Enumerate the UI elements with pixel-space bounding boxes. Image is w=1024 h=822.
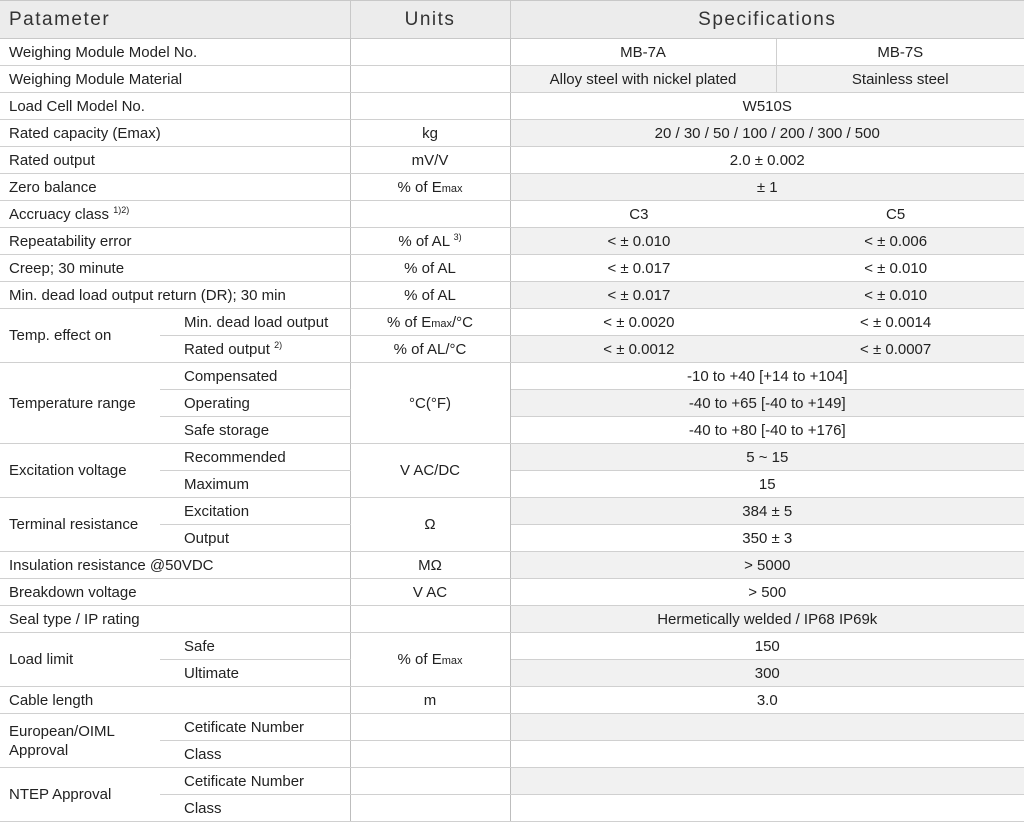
row-unit: MΩ xyxy=(350,552,510,579)
row-label: Seal type / IP rating xyxy=(0,606,350,633)
row-unit: V AC/DC xyxy=(350,444,510,498)
spec-value-a: < ± 0.017 xyxy=(607,259,671,277)
spec-value-a: < ± 0.0012 xyxy=(603,340,675,358)
row-label: Repeatability error xyxy=(0,228,350,255)
spec-value: 2.0 ± 0.002 xyxy=(510,147,1024,174)
header-specifications: Specifications xyxy=(510,1,1024,39)
spec-value: 150 xyxy=(510,633,1024,660)
row-unit: Ω xyxy=(350,498,510,552)
spec-value: > 500 xyxy=(510,579,1024,606)
spec-value-a: MB-7A xyxy=(510,39,776,66)
row-unit: % of AL xyxy=(350,255,510,282)
row-temp-effect-1 xyxy=(0,309,1024,336)
row-unit: % of AL/°C xyxy=(350,336,510,363)
row-unit xyxy=(350,93,510,120)
spec-value-a: < ± 0.017 xyxy=(607,286,671,304)
row-unit xyxy=(350,606,510,633)
spec-value-a: < ± 0.0020 xyxy=(603,313,675,331)
row-label: Weighing Module Material xyxy=(0,66,350,93)
group-label: Load limit xyxy=(0,633,160,687)
sub-label: Ultimate xyxy=(160,660,350,687)
row-label: Rated capacity (Emax) xyxy=(0,120,350,147)
group-label: Terminal resistance xyxy=(0,498,160,552)
row-loadlimit-1 xyxy=(0,633,1024,660)
row-unit: V AC xyxy=(350,579,510,606)
row-unit: % of AL xyxy=(350,282,510,309)
sub-label xyxy=(160,336,350,363)
spec-value: W510S xyxy=(510,93,1024,120)
row-terminal-1 xyxy=(0,498,1024,525)
row-label: Min. dead load output return (DR); 30 min xyxy=(0,282,350,309)
sub-label: Excitation xyxy=(160,498,350,525)
sub-label: Maximum xyxy=(160,471,350,498)
row-material xyxy=(0,66,1024,93)
row-temp-range-1 xyxy=(0,363,1024,390)
row-unit xyxy=(350,768,510,795)
row-unit xyxy=(350,741,510,768)
spec-value-b: < ± 0.006 xyxy=(864,232,928,250)
spec-split xyxy=(510,336,1024,363)
sub-label: Min. dead load output xyxy=(160,309,350,336)
unit-post: /°C xyxy=(451,313,473,331)
sub-label: Output xyxy=(160,525,350,552)
row-label: Weighing Module Model No. xyxy=(0,39,350,66)
spec-value: -40 to +80 [-40 to +176] xyxy=(510,417,1024,444)
row-label: Rated output xyxy=(0,147,350,174)
spec-split xyxy=(510,309,1024,336)
row-label xyxy=(0,201,350,228)
unit-text: % of E xyxy=(397,178,442,196)
footnote: 3) xyxy=(453,231,462,242)
unit-sub: max xyxy=(441,182,463,195)
spec-value-b: MB-7S xyxy=(776,39,1024,66)
row-insulation xyxy=(0,552,1024,579)
row-oiml-1 xyxy=(0,714,1024,741)
row-label: Zero balance xyxy=(0,174,350,201)
sub-label: Recommended xyxy=(160,444,350,471)
row-excitation-1 xyxy=(0,444,1024,471)
label-text: Accruacy class xyxy=(9,205,110,223)
spec-value: 5 ~ 15 xyxy=(510,444,1024,471)
spec-value-b: < ± 0.0007 xyxy=(860,340,932,358)
unit-sub: max xyxy=(431,317,452,330)
row-repeatability xyxy=(0,228,1024,255)
spec-value: 384 ± 5 xyxy=(510,498,1024,525)
group-label: Temp. effect on xyxy=(0,309,160,363)
row-unit: kg xyxy=(350,120,510,147)
row-label: Cable length xyxy=(0,687,350,714)
sub-label: Operating xyxy=(160,390,350,417)
row-unit xyxy=(350,66,510,93)
label-line-1: European/OIML xyxy=(9,722,115,740)
spec-value xyxy=(510,768,1024,795)
row-unit: °C(°F) xyxy=(350,363,510,444)
row-unit xyxy=(350,795,510,822)
spec-split xyxy=(510,255,1024,282)
spec-value-b: < ± 0.010 xyxy=(864,286,928,304)
sub-label: Safe xyxy=(160,633,350,660)
spec-value-a: C3 xyxy=(629,205,649,223)
spec-value: -40 to +65 [-40 to +149] xyxy=(510,390,1024,417)
spec-split xyxy=(510,282,1024,309)
label-text: Rated output xyxy=(184,340,270,358)
row-breakdown xyxy=(0,579,1024,606)
group-label: NTEP Approval xyxy=(0,768,160,822)
sub-label: Safe storage xyxy=(160,417,350,444)
header-parameter: Patameter xyxy=(0,1,350,39)
row-accuracy xyxy=(0,201,1024,228)
sub-label: Class xyxy=(160,741,350,768)
row-unit xyxy=(350,633,510,687)
spec-value-b: Stainless steel xyxy=(776,66,1024,93)
header-units: Units xyxy=(350,1,510,39)
row-ntep-1 xyxy=(0,768,1024,795)
sub-label: Compensated xyxy=(160,363,350,390)
row-unit xyxy=(350,174,510,201)
row-model xyxy=(0,39,1024,66)
group-label: Temperature range xyxy=(0,363,160,444)
spec-split xyxy=(510,201,1024,228)
unit-text: % of AL xyxy=(398,232,450,250)
row-creep xyxy=(0,255,1024,282)
unit-sub: max xyxy=(441,655,463,667)
row-loadcell xyxy=(0,93,1024,120)
row-label: Creep; 30 minute xyxy=(0,255,350,282)
spec-value-b: C5 xyxy=(886,205,906,223)
spec-value xyxy=(510,714,1024,741)
sub-label: Class xyxy=(160,795,350,822)
group-label: Excitation voltage xyxy=(0,444,160,498)
row-seal xyxy=(0,606,1024,633)
spec-value xyxy=(510,741,1024,768)
footnote: 1)2) xyxy=(113,204,130,215)
spec-value-b: < ± 0.0014 xyxy=(860,313,932,331)
row-label: Load Cell Model No. xyxy=(0,93,350,120)
spec-value: 20 / 30 / 50 / 100 / 200 / 300 / 500 xyxy=(510,120,1024,147)
row-label: Breakdown voltage xyxy=(0,579,350,606)
spec-value-a: Alloy steel with nickel plated xyxy=(510,66,776,93)
header-row xyxy=(0,1,1024,39)
spec-value-a: < ± 0.010 xyxy=(607,232,671,250)
row-label: Insulation resistance @50VDC xyxy=(0,552,350,579)
row-cable xyxy=(0,687,1024,714)
spec-value-b: < ± 0.010 xyxy=(864,259,928,277)
unit-text: % of E xyxy=(387,313,432,331)
row-unit xyxy=(350,309,510,336)
spec-split xyxy=(510,228,1024,255)
footnote: 2) xyxy=(274,339,283,350)
row-dr xyxy=(0,282,1024,309)
spec-value: 15 xyxy=(510,471,1024,498)
label-line-2: Approval xyxy=(9,741,69,759)
unit-text: % of E xyxy=(397,651,442,668)
row-zero xyxy=(0,174,1024,201)
spec-value xyxy=(510,795,1024,822)
spec-value: 350 ± 3 xyxy=(510,525,1024,552)
group-label xyxy=(0,714,160,768)
row-unit xyxy=(350,228,510,255)
spec-value: 300 xyxy=(510,660,1024,687)
row-unit: mV/V xyxy=(350,147,510,174)
sub-label: Cetificate Number xyxy=(160,768,350,795)
spec-value: 3.0 xyxy=(510,687,1024,714)
row-unit xyxy=(350,714,510,741)
spec-value: ± 1 xyxy=(510,174,1024,201)
sub-label: Cetificate Number xyxy=(160,714,350,741)
row-unit: m xyxy=(350,687,510,714)
spec-value: > 5000 xyxy=(510,552,1024,579)
spec-value: -10 to +40 [+14 to +104] xyxy=(510,363,1024,390)
row-unit xyxy=(350,39,510,66)
row-output xyxy=(0,147,1024,174)
row-capacity xyxy=(0,120,1024,147)
spec-value: Hermetically welded / IP68 IP69k xyxy=(510,606,1024,633)
row-unit xyxy=(350,201,510,228)
